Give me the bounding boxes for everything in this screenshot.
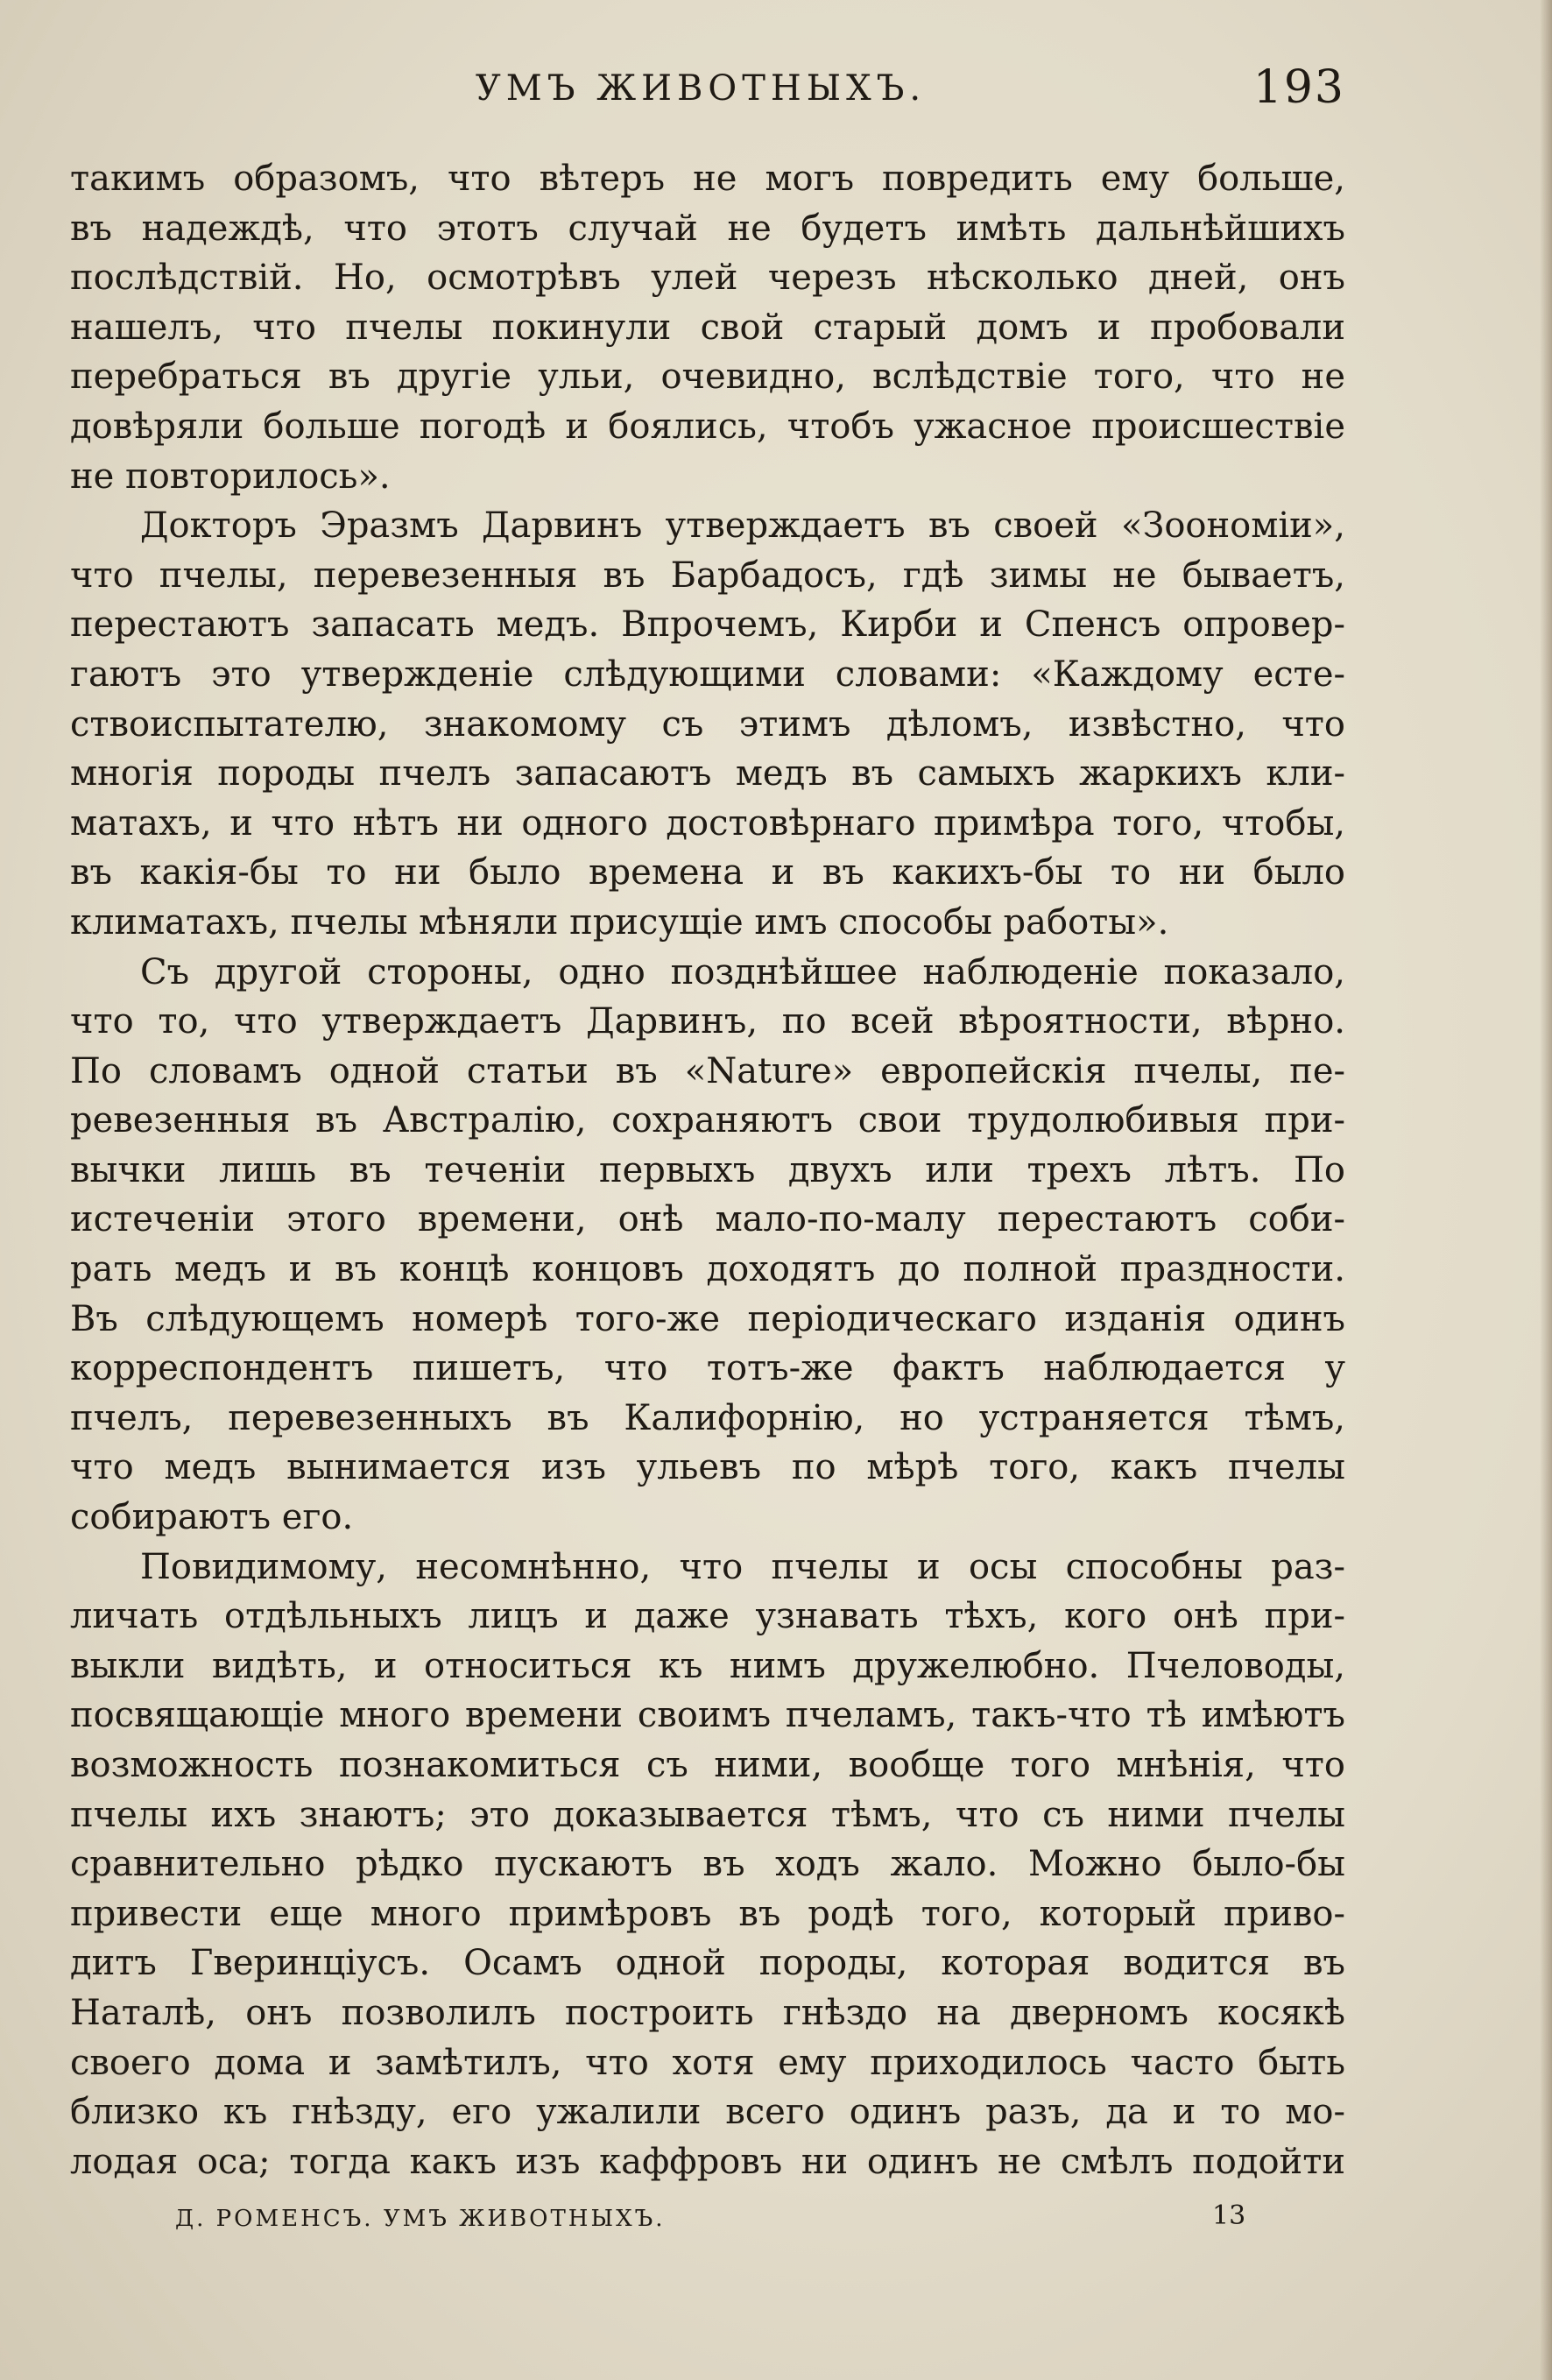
text-line: Повидимому, несомнѣнно, что пчелы и осы способны раз- bbox=[140, 1546, 1345, 1587]
text-line: нашелъ, что пчелы покинули свой старый домъ и пробовали bbox=[70, 307, 1345, 348]
text-line: не повторилось». bbox=[70, 456, 391, 497]
text-line: ствоиспытателю, знакомому съ этимъ дѣломъ, извѣстно, что bbox=[70, 703, 1345, 745]
text-line: посвящающіе много времени своимъ пчеламъ, такъ-что тѣ имѣютъ bbox=[70, 1695, 1345, 1736]
text-line: матахъ, и что нѣтъ ни одного достовѣрнаго примѣра того, чтобы, bbox=[70, 802, 1345, 844]
text-line: климатахъ, пчелы мѣняли присущіе имъ способы работы». bbox=[70, 901, 1169, 943]
text-line: лодая оса; тогда какъ изъ каффровъ ни одинъ не смѣлъ подойти bbox=[70, 2141, 1345, 2182]
text-line: пчелы ихъ знаютъ; это доказывается тѣмъ, что съ ними пчелы bbox=[70, 1794, 1345, 1835]
text-line: вычки лишь въ теченіи первыхъ двухъ или трехъ лѣтъ. По bbox=[70, 1149, 1345, 1190]
text-line: въ какія-бы то ни было времена и въ какихъ-бы то ни было bbox=[70, 852, 1345, 893]
body-text bbox=[70, 154, 1345, 2186]
text-line: дитъ Гверинціусъ. Осамъ одной породы, которая водится въ bbox=[70, 1943, 1345, 1984]
text-line: рать медъ и въ концѣ концовъ доходятъ до полной праздности. bbox=[70, 1249, 1345, 1290]
text-line: истеченіи этого времени, онѣ мало-по-малу перестаютъ соби- bbox=[70, 1199, 1345, 1240]
text-line: перебраться въ другіе ульи, очевидно, вслѣдствіе того, что не bbox=[70, 357, 1345, 398]
text-line: пчелъ, перевезенныхъ въ Калифорнію, но устраняется тѣмъ, bbox=[70, 1397, 1345, 1438]
page-edge-shadow bbox=[1540, 0, 1552, 2380]
text-line: Докторъ Эразмъ Дарвинъ утверждаетъ въ своей «Зоономіи», bbox=[140, 505, 1345, 547]
text-line: собираютъ его. bbox=[70, 1497, 354, 1538]
text-line: По словамъ одной статьи въ «Nature» европейскія пчелы, пе- bbox=[70, 1050, 1345, 1091]
text-line: ревезенныя въ Австралію, сохраняютъ свои трудолюбивыя при- bbox=[70, 1100, 1345, 1141]
text-line: Съ другой стороны, одно позднѣйшее наблюденіе показало, bbox=[140, 951, 1345, 992]
text-line: довѣряли больше погодѣ и боялись, чтобъ ужасное происшествіе bbox=[70, 406, 1345, 447]
text-line: привести еще много примѣровъ въ родѣ того, который приво- bbox=[70, 1893, 1345, 1934]
text-line: Въ слѣдующемъ номерѣ того-же періодическаго изданія одинъ bbox=[70, 1298, 1345, 1339]
text-line: что то, что утверждаетъ Дарвинъ, по всей вѣроятности, вѣрно. bbox=[70, 1001, 1345, 1042]
text-line: возможность познакомиться съ ними, вообще того мнѣнія, что bbox=[70, 1745, 1345, 1785]
text-line: выкли видѣть, и относиться къ нимъ дружелюбно. Пчеловоды, bbox=[70, 1645, 1345, 1686]
signature-mark: 13 bbox=[1212, 2200, 1246, 2231]
text-line: многія породы пчелъ запасаютъ медъ въ самыхъ жаркихъ кли- bbox=[70, 753, 1345, 795]
page-footer bbox=[0, 2200, 1552, 2253]
text-line: личать отдѣльныхъ лицъ и даже узнавать тѣхъ, кого онѣ при- bbox=[70, 1596, 1345, 1637]
text-line: близко къ гнѣзду, его ужалили всего одинъ разъ, да и то мо- bbox=[70, 2092, 1345, 2133]
text-line: гаютъ это утвержденіе слѣдующими словами: «Каждому есте- bbox=[70, 653, 1345, 695]
page-header bbox=[0, 61, 1552, 123]
text-line: такимъ образомъ, что вѣтеръ не могъ повредить ему больше, bbox=[70, 159, 1345, 199]
text-line: что медъ вынимается изъ ульевъ по мѣрѣ того, какъ пчелы bbox=[70, 1447, 1345, 1488]
text-line: что пчелы, перевезенныя въ Барбадосъ, гдѣ зимы не бываетъ, bbox=[70, 554, 1345, 596]
text-line: Наталѣ, онъ позволилъ построить гнѣздо на дверномъ косякѣ bbox=[70, 1992, 1345, 2033]
running-title: УМЪ ЖИВОТНЫХЪ. bbox=[475, 68, 927, 109]
text-line: сравнительно рѣдко пускаютъ въ ходъ жало. Можно было-бы bbox=[70, 1844, 1345, 1885]
text-line: въ надеждѣ, что этотъ случай не будетъ имѣть дальнѣйшихъ bbox=[70, 208, 1345, 249]
text-line: перестаютъ запасать медъ. Впрочемъ, Кирби и Спенсъ опровер- bbox=[70, 604, 1345, 646]
text-line: своего дома и замѣтилъ, что хотя ему приходилось часто быть bbox=[70, 2042, 1345, 2083]
signature-line: Д. РОМЕНСЪ. УМЪ ЖИВОТНЫХЪ. bbox=[175, 2206, 666, 2232]
text-line: корреспондентъ пишетъ, что тотъ-же фактъ наблюдается у bbox=[70, 1348, 1345, 1389]
text-line: послѣдствій. Но, осмотрѣвъ улей черезъ нѣсколько дней, онъ bbox=[70, 258, 1345, 299]
page-number: 193 bbox=[1252, 61, 1345, 114]
